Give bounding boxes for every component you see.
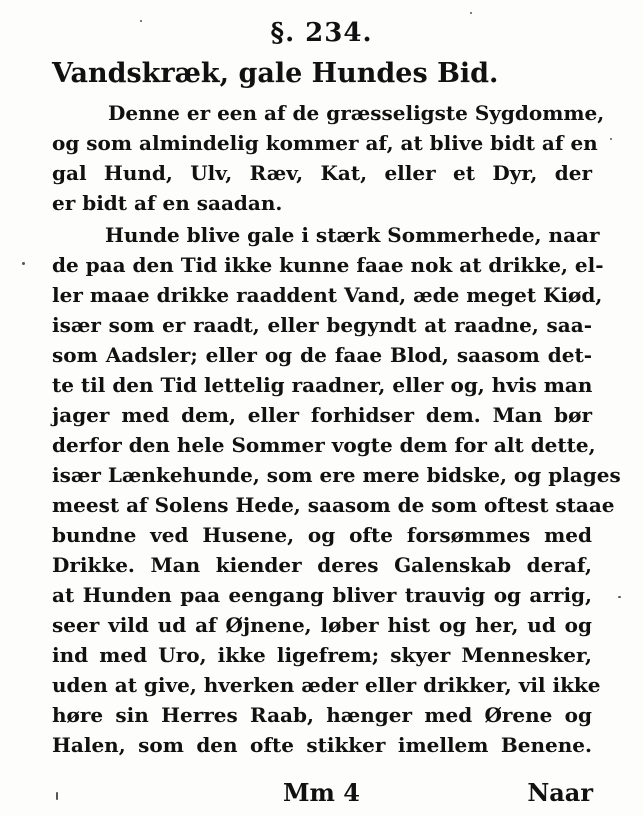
text-line: derfor den hele Sommer vogte dem for alt dette, xyxy=(52,433,596,457)
text-line: høre sin Herres Raab, hænger med Ørene og xyxy=(52,703,592,727)
scan-speck xyxy=(618,596,621,598)
text-line: Denne er een af de græsseligste Sygdomme, xyxy=(108,101,605,125)
scan-speck xyxy=(140,20,142,22)
text-line: og som almindelig kommer af, at blive bidt af en xyxy=(52,131,598,155)
page-number: §. 234. xyxy=(270,18,373,48)
text-line: bundne ved Husene, og ofte forsømmes med xyxy=(52,523,592,547)
scan-speck xyxy=(470,12,472,14)
catchword: Naar xyxy=(527,778,593,807)
text-line: er bidt af en saadan. xyxy=(52,191,283,215)
text-line: uden at give, hverken æder eller drikker, vil ikke xyxy=(52,673,601,697)
text-line: jager med dem, eller forhidser dem. Man bør xyxy=(52,403,592,427)
text-line: ind med Uro, ikke ligefrem; skyer Mennesker, xyxy=(52,643,592,667)
text-line: gal Hund, Ulv, Ræv, Kat, eller et Dyr, der xyxy=(52,161,592,185)
text-line: ler maae drikke raaddent Vand, æde meget Kiød, xyxy=(52,283,603,307)
scan-speck xyxy=(56,792,58,800)
text-line: meest af Solens Hede, saasom de som oftest staae xyxy=(52,493,615,517)
text-line: Halen, som den ofte stikker imellem Benene. xyxy=(52,733,592,757)
text-line: især som er raadt, eller begyndt at raadne, saa- xyxy=(52,313,592,337)
scan-speck xyxy=(22,262,25,265)
text-line: som Aadsler; eller og de faae Blod, saasom det- xyxy=(52,343,592,367)
section-title: Vandskræk, gale Hundes Bid. xyxy=(52,58,499,89)
text-line: især Lænkehunde, som ere mere bidske, og plages xyxy=(52,463,621,487)
text-line: Drikke. Man kiender deres Galenskab deraf, xyxy=(52,553,592,577)
text-line: seer vild ud af Øjnene, løber hist og her, ud og xyxy=(52,613,592,637)
text-line: te til den Tid lettelig raadner, eller og, hvis man xyxy=(52,373,593,397)
signature-mark: Mm 4 xyxy=(282,778,360,807)
scan-speck xyxy=(610,138,612,140)
text-line: Hunde blive gale i stærk Sommerhede, naar xyxy=(105,223,600,247)
text-line: de paa den Tid ikke kunne faae nok at drikke, el- xyxy=(52,253,604,277)
text-line: at Hunden paa eengang bliver trauvig og arrig, xyxy=(52,583,592,607)
